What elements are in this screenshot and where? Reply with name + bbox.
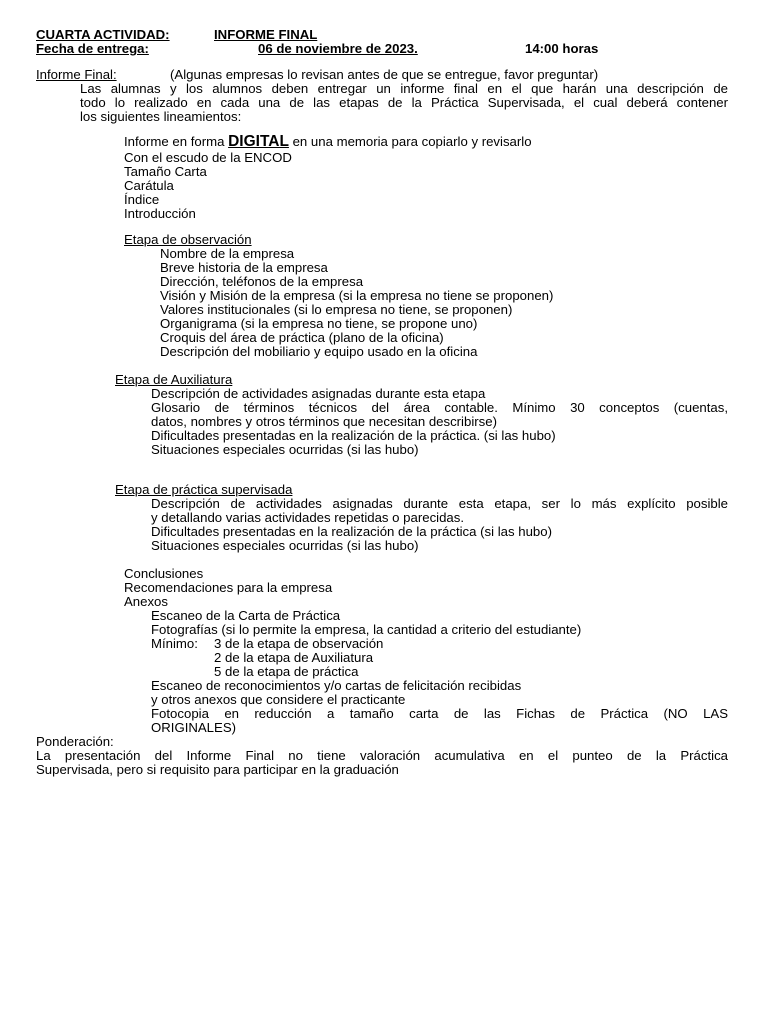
auxiliatura-item: Glosario de términos técnicos del área contable. Mínimo 30 conceptos (cuentas, [151, 400, 728, 415]
intro-line-2: todo lo realizado en cada una de las etapas de la Práctica Supervisada, el cual deberá contener [80, 95, 728, 110]
anexos-heading: Anexos [124, 594, 168, 609]
recomendaciones: Recomendaciones para la empresa [124, 580, 333, 595]
intro-line-3: los siguientes lineamientos: [80, 109, 242, 124]
observacion-item: Breve historia de la empresa [160, 260, 328, 275]
due-time: 14:00 horas [525, 41, 599, 56]
minimo-label: Mínimo: [151, 636, 198, 651]
digital-line [124, 135, 532, 149]
due-label: Fecha de entrega: [36, 41, 149, 56]
due-date: 06 de noviembre de 2023. [258, 41, 418, 56]
general-item: Índice [124, 192, 160, 207]
auxiliatura-item: Situaciones especiales ocurridas (si las hubo) [151, 442, 419, 457]
minimo-item: 5 de la etapa de práctica [214, 664, 359, 679]
anexo-item: Escaneo de reconocimientos y/o cartas de felicitación recibidas [151, 678, 522, 693]
supervisada-heading: Etapa de práctica supervisada [115, 482, 293, 497]
anexo-item: ORIGINALES) [151, 720, 237, 735]
supervisada-item: Situaciones especiales ocurridas (si las hubo) [151, 538, 419, 553]
anexo-item: Fotografías (si lo permite la empresa, la cantidad a criterio del estudiante) [151, 622, 582, 637]
observacion-item: Dirección, teléfonos de la empresa [160, 274, 364, 289]
observacion-item: Descripción del mobiliario y equipo usado en la oficina [160, 344, 478, 359]
anexo-item: y otros anexos que considere el practicante [151, 692, 406, 707]
supervisada-item: Dificultades presentadas en la realización de la práctica (si las hubo) [151, 524, 552, 539]
auxiliatura-heading: Etapa de Auxiliatura [115, 372, 233, 387]
observacion-item: Organigrama (si la empresa no tiene, se propone uno) [160, 316, 478, 331]
activity-label: CUARTA ACTIVIDAD: [36, 27, 170, 42]
observacion-item: Croquis del área de práctica (plano de la oficina) [160, 330, 444, 345]
auxiliatura-item: Dificultades presentadas en la realización de la práctica. (si las hubo) [151, 428, 556, 443]
supervisada-item: Descripción de actividades asignadas durante esta etapa, ser lo más explícito posible [151, 496, 728, 511]
general-item: Introducción [124, 206, 196, 221]
supervisada-item: y detallando varias actividades repetidas o parecidas. [151, 510, 465, 525]
intro-line-1: Las alumnas y los alumnos deben entregar un informe final en el que harán una descripción de [80, 81, 728, 96]
digital-post: en una memoria para copiarlo y revisarlo [288, 134, 532, 149]
ponderacion-label: Ponderación: [36, 734, 114, 749]
anexo-item: Escaneo de la Carta de Práctica [151, 608, 341, 623]
general-item: Con el escudo de la ENCOD [124, 150, 292, 165]
anexo-item: Fotocopia en reducción a tamaño carta de las Fichas de Práctica (NO LAS [151, 706, 728, 721]
general-item: Carátula [124, 178, 174, 193]
intro-label: Informe Final: [36, 67, 117, 82]
activity-title: INFORME FINAL [214, 27, 318, 42]
auxiliatura-item: Descripción de actividades asignadas durante esta etapa [151, 386, 486, 401]
general-item: Tamaño Carta [124, 164, 207, 179]
conclusiones: Conclusiones [124, 566, 204, 581]
auxiliatura-item: datos, nombres y otros términos que necesitan describirse) [151, 414, 497, 429]
observacion-item: Visión y Misión de la empresa (si la empresa no tiene se proponen) [160, 288, 554, 303]
minimo-item: 2 de la etapa de Auxiliatura [214, 650, 374, 665]
ponderacion-line-1: La presentación del Informe Final no tiene valoración acumulativa en el punteo de la Práctica [36, 748, 728, 763]
ponderacion-line-2: Supervisada, pero si requisito para participar en la graduación [36, 762, 399, 777]
observacion-item: Valores institucionales (si lo empresa no tiene, se proponen) [160, 302, 513, 317]
observacion-heading: Etapa de observación [124, 232, 252, 247]
minimo-item: 3 de la etapa de observación [214, 636, 384, 651]
digital-word: DIGITAL [228, 133, 289, 150]
intro-note: (Algunas empresas lo revisan antes de que se entregue, favor preguntar) [170, 67, 599, 82]
observacion-item: Nombre de la empresa [160, 246, 295, 261]
digital-pre: Informe en forma [124, 134, 229, 149]
